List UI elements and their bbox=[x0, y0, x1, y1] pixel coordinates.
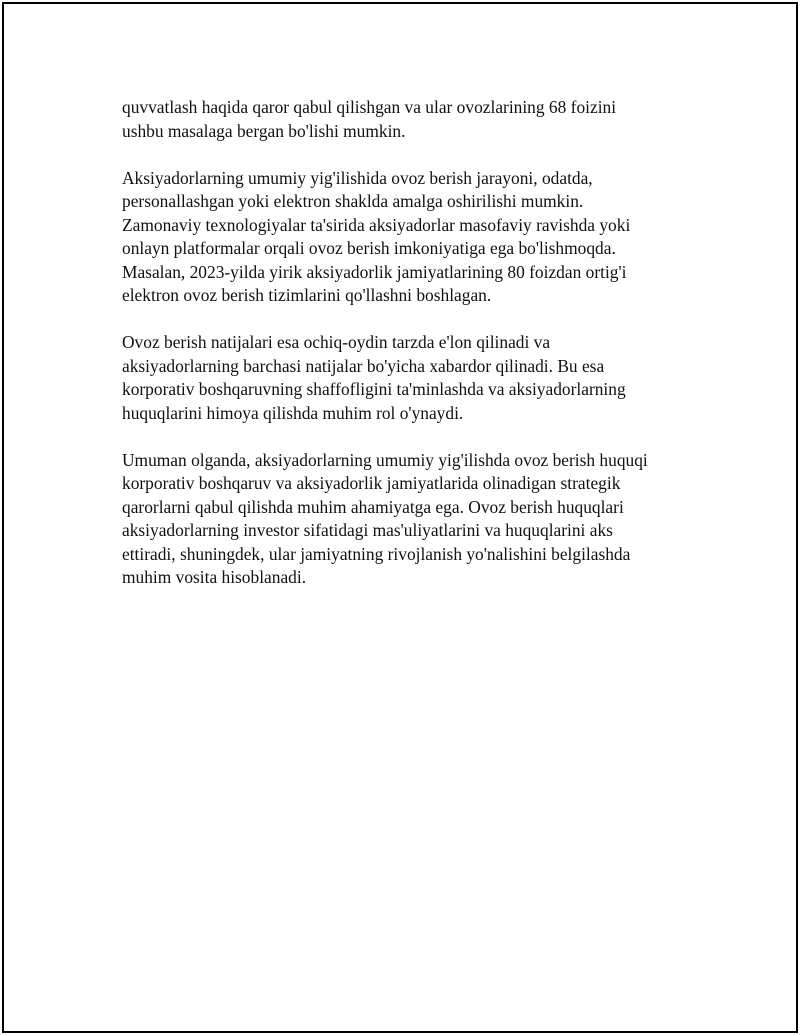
text-line: personallashgan yoki elektron shaklda amalga oshirilishi mumkin. bbox=[122, 191, 584, 211]
paragraph-2 bbox=[122, 167, 692, 308]
text-line: Umuman olganda, aksiyadorlarning umumiy yig'ilishda ovoz berish huquqi bbox=[122, 449, 648, 470]
text-line: Ovoz berish natijalari esa ochiq-oydin tarzda e'lon qilinadi va bbox=[122, 332, 551, 352]
text-line: ettiradi, shuningdek, ular jamiyatning rivojlanish yo'nalishini belgilashda bbox=[122, 543, 631, 564]
text-line: qarorlarni qabul qilishda muhim ahamiyatga ega. Ovoz berish huquqlari bbox=[122, 496, 624, 517]
text-line: korporativ boshqaruvning shaffofligini ta'minlashda va aksiyadorlarning bbox=[122, 379, 626, 399]
paragraph-1 bbox=[122, 96, 692, 143]
text-line: muhim vosita hisoblanadi. bbox=[122, 567, 307, 587]
text-line: Zamonaviy texnologiyalar ta'sirida aksiyadorlar masofaviy ravishda yoki bbox=[122, 214, 631, 235]
text-line: elektron ovoz berish tizimlarini qo'llashni boshlagan. bbox=[122, 285, 492, 305]
text-line: quvvatlash haqida qaror qabul qilishgan va ular ovozlarining 68 foizini bbox=[122, 97, 617, 117]
text-line: Masalan, 2023-yilda yirik aksiyadorlik jamiyatlarining 80 foizdan ortig'i bbox=[122, 261, 627, 282]
paragraph-4 bbox=[122, 449, 692, 590]
document-body bbox=[122, 96, 692, 613]
text-line: onlayn platformalar orqali ovoz berish imkoniyatiga ega bo'lishmoqda. bbox=[122, 238, 616, 258]
text-line: aksiyadorlarning investor sifatidagi mas'uliyatlarini va huquqlarini aks bbox=[122, 520, 613, 540]
page-border bbox=[2, 2, 798, 1033]
text-line: korporativ boshqaruv va aksiyadorlik jamiyatlarida olinadigan strategik bbox=[122, 473, 621, 493]
text-line: huquqlarini himoya qilishda muhim rol o'ynaydi. bbox=[122, 402, 464, 423]
paragraph-3 bbox=[122, 331, 692, 425]
text-line: aksiyadorlarning barchasi natijalar bo'yicha xabardor qilinadi. Bu esa bbox=[122, 355, 605, 376]
text-line: Aksiyadorlarning umumiy yig'ilishida ovoz berish jarayoni, odatda, bbox=[122, 167, 593, 188]
text-line: ushbu masalaga bergan bo'lishi mumkin. bbox=[122, 120, 406, 141]
